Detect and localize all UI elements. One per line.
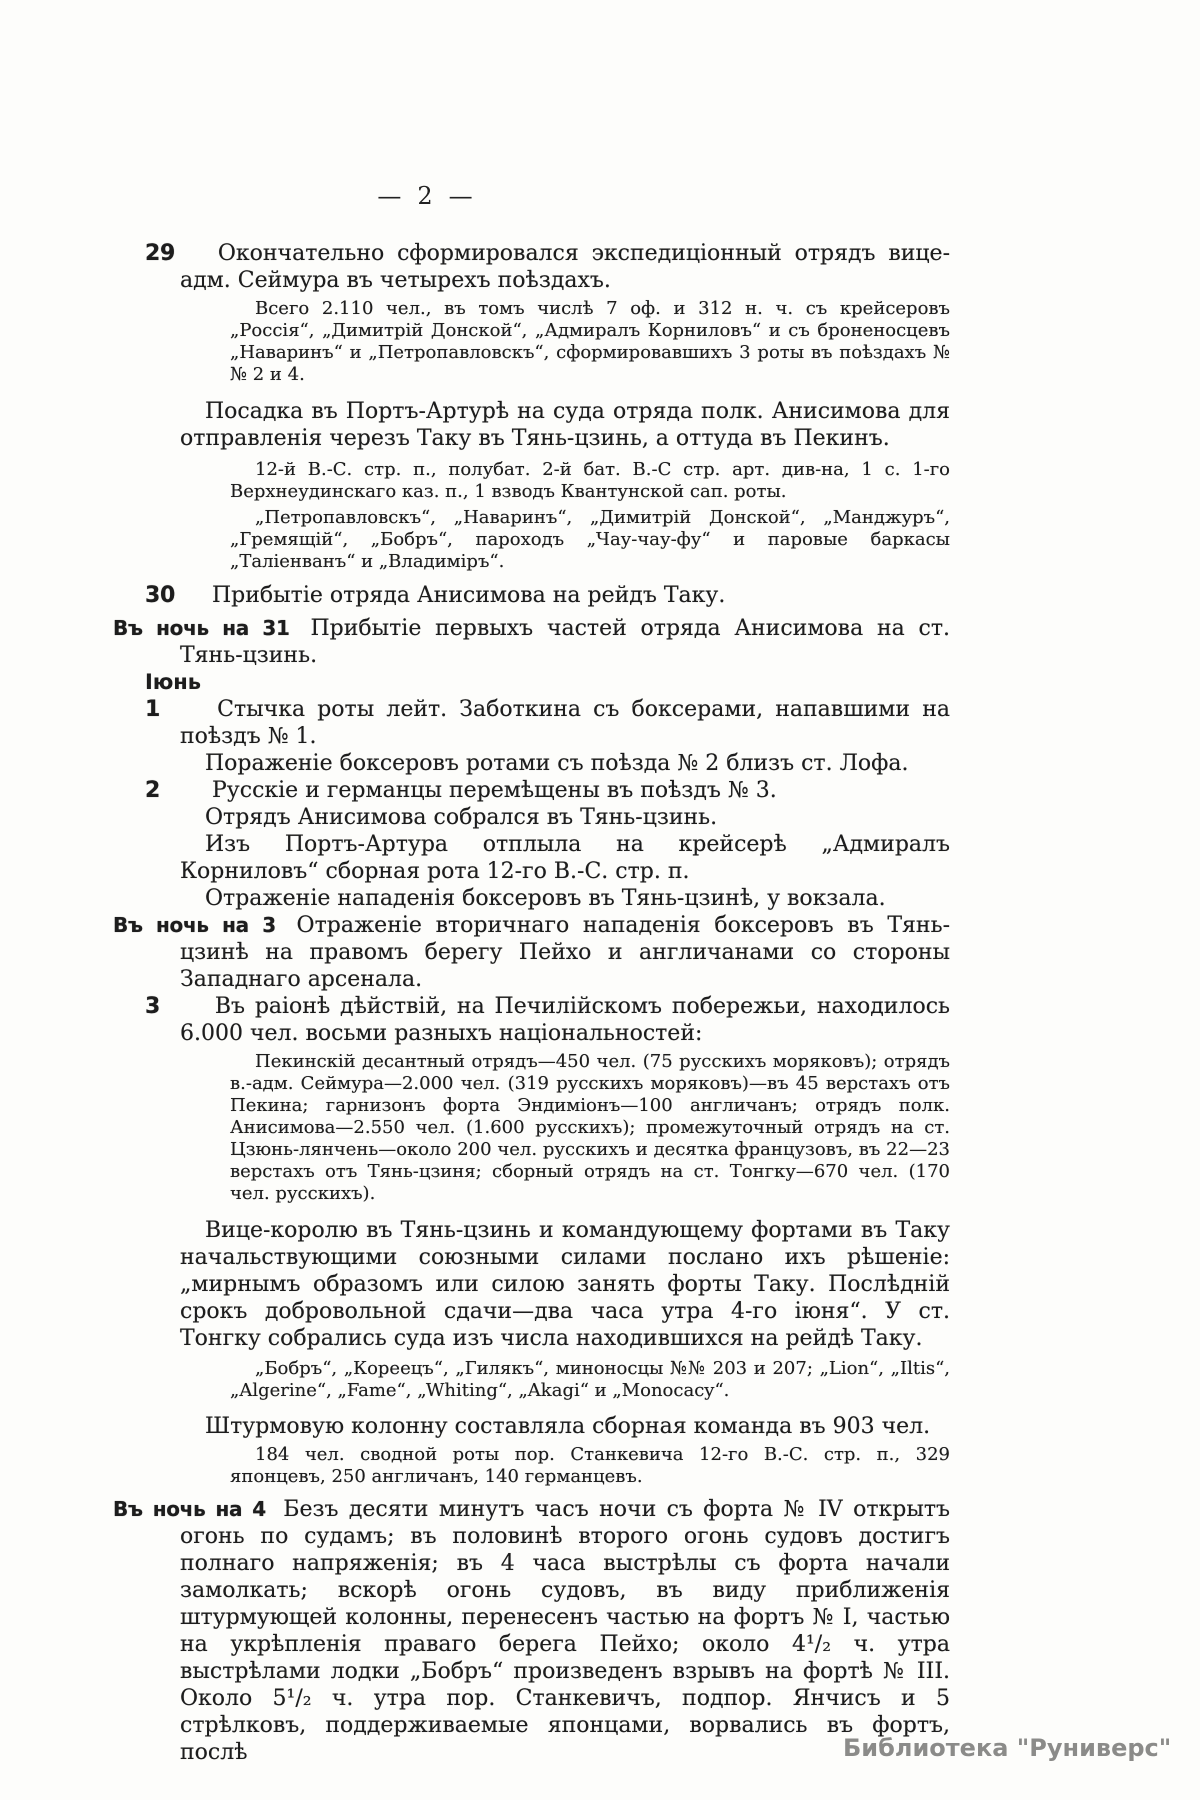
fine-print-paragraph [230, 1051, 950, 1205]
entry-paragraph [180, 804, 950, 831]
paragraph-text: Отраженіе вторичнаго нападенія боксеровъ въ Тянь-цзинѣ на правомъ берегу Пейхо и англичанами со стороны Западнаго арсенала. [180, 913, 951, 992]
entry-paragraph [180, 831, 950, 885]
month-label-text: Іюнь [145, 670, 202, 694]
date-label: Въ ночь на 3 [113, 913, 276, 937]
paragraph-text: Всего 2.110 чел., въ томъ числѣ 7 оф. и 312 н. ч. съ крейсеровъ „Россія“, „Димитрій Донской“, „Адмиралъ Корниловъ“ и съ броненосцевъ „Наваринъ“ и „Петропавловскъ“, сформировавшихъ 3 роты въ поѣздахъ №№ 2 и 4. [230, 298, 950, 385]
date-label: Въ ночь на 4 [113, 1497, 266, 1521]
date-label: 30 [145, 583, 176, 608]
entry-paragraph [145, 582, 950, 609]
library-watermark: Библиотека "Руниверс" [843, 1734, 1172, 1762]
paragraph-text: „Бобръ“, „Кореецъ“, „Гилякъ“, миноносцы №№ 203 и 207; „Lion“, „Iltis“, „Algerine“, „Fame“, „Whiting“, „Akagi“ и „Monocacy“. [230, 1358, 950, 1401]
header-dash-left: — [377, 182, 402, 210]
date-label: 29 [145, 241, 176, 266]
entry-paragraph [145, 240, 951, 294]
page-number: 2 [417, 182, 433, 210]
entry-paragraph [180, 885, 950, 912]
paragraph-text: 12-й В.-С. стр. п., полубат. 2-й бат. В.-С стр. арт. див-на, 1 с. 1-го Верхнеудинскаго каз. п., 1 взводъ Квантунской сап. роты. [230, 459, 950, 502]
paragraph-text: Пекинскій десантный отрядъ—450 чел. (75 русскихъ моряковъ); отрядъ в.-адм. Сеймура—2.000 чел. (319 русскихъ моряковъ)—въ 45 верстахъ отъ Пекина; гарнизонъ форта Эндиміонъ—100 англичанъ; отрядъ полк. Анисимова—2.550 чел. (1.600 русскихъ); промежуточный отрядъ на ст. Цзюнь-лянчень—около 200 чел. русскихъ и десятка французовъ, въ 22—23 верстахъ отъ Тянь-цзиня; сборный отрядъ на ст. Тонгку—670 чел. (170 чел. русскихъ). [230, 1051, 950, 1204]
date-label: 2 [145, 778, 161, 803]
paragraph-text: Русскіе и германцы перемѣщены въ поѣздъ № 3. [212, 778, 777, 803]
fine-print-paragraph [230, 459, 950, 503]
entry-paragraph [145, 777, 950, 804]
fine-print-paragraph [230, 1444, 950, 1488]
page-header [345, 182, 505, 210]
paragraph-text: Отраженіе нападенія боксеровъ въ Тянь-цзинѣ, у вокзала. [205, 886, 886, 911]
date-label: Въ ночь на 31 [113, 616, 290, 640]
paragraph-text: Прибытіе отряда Анисимова на рейдъ Таку. [212, 583, 726, 608]
date-label: 1 [145, 697, 161, 722]
paragraph-text: Въ раіонѣ дѣйствій, на Печилійскомъ побережьи, находилось 6.000 чел. восьми разныхъ національностей: [180, 994, 950, 1046]
entry-paragraph [180, 1217, 950, 1352]
entry-paragraph [180, 1413, 950, 1440]
header-dash-right: — [448, 182, 473, 210]
paragraph-text: 184 чел. сводной роты пор. Станкевича 12-го В.-С. стр. п., 329 японцевъ, 250 англичанъ, 140 германцевъ. [230, 1444, 950, 1487]
date-label: 3 [145, 994, 161, 1019]
paragraph-text: Посадка въ Портъ-Артурѣ на суда отряда полк. Анисимова для отправленія черезъ Таку въ Тянь-цзинь, а оттуда въ Пекинъ. [180, 399, 950, 451]
paragraph-text: Изъ Портъ-Артура отплыла на крейсерѣ „Адмиралъ Корниловъ“ сборная рота 12-го В.-С. стр. п. [180, 832, 950, 884]
entry-paragraph [145, 993, 950, 1047]
entry-paragraph [145, 696, 950, 750]
fine-print-paragraph [230, 1358, 950, 1402]
paragraph-text: Стычка роты лейт. Заботкина съ боксерами, напавшими на поѣздъ № 1. [180, 697, 950, 749]
paragraph-text: Штурмовую колонну составляла сборная команда въ 903 чел. [205, 1414, 931, 1439]
fine-print-paragraph [230, 507, 950, 573]
fine-print-paragraph [230, 298, 950, 386]
paragraph-text: Прибытіе первыхъ частей отряда Анисимова на ст. Тянь-цзинь. [180, 616, 950, 668]
entry-paragraph [113, 912, 951, 993]
paragraph-text: Вице-королю въ Тянь-цзинь и командующему фортами въ Таку начальствующими союзными силами послано ихъ рѣшеніе: „мирнымъ образомъ или силою занять форты Таку. Послѣдній срокъ добровольной сдачи—два часа утра 4-го іюня“. У ст. Тонгку собрались суда изъ числа находившихся на рейдѣ Таку. [180, 1218, 950, 1351]
entry-paragraph [180, 398, 950, 452]
entry-paragraph [113, 1496, 950, 1766]
paragraph-text: „Петропавловскъ“, „Наваринъ“, „Димитрій Донской“, „Манджуръ“, „Гремящій“, „Бобръ“, пароходъ „Чау-чау-фу“ и паровые баркасы „Таліенванъ“ и „Владиміръ“. [230, 507, 950, 572]
text-column [113, 240, 951, 1766]
paragraph-text: Отрядъ Анисимова собрался въ Тянь-цзинь. [205, 805, 718, 830]
entry-paragraph [113, 615, 950, 669]
paragraph-text: Пораженіе боксеровъ ротами съ поѣзда № 2 близъ ст. Лофа. [205, 751, 909, 776]
paragraph-text: Окончательно сформировался экспедиціонный отрядъ вице-адм. Сеймура въ четырехъ поѣздахъ. [180, 241, 951, 293]
month-heading [145, 669, 950, 696]
paragraph-text: Безъ десяти минутъ часъ ночи съ форта № IV открытъ огонь по судамъ; въ половинѣ второго огонь судовъ достигъ полнаго напряженія; въ 4 часа выстрѣлы съ форта начали замолкать; вскорѣ огонь судовъ, въ виду приближенія штурмующей колонны, перенесенъ частью на фортъ № I, частью на укрѣпленія праваго берега Пейхо; около 4¹/₂ ч. утра выстрѣлами лодки „Бобръ“ произведенъ взрывъ на фортѣ № III. Около 5¹/₂ ч. утра пор. Станкевичъ, подпор. Янчисъ и 5 стрѣлковъ, поддерживаемые японцами, ворвались въ фортъ, послѣ [180, 1497, 950, 1765]
entry-paragraph [180, 750, 950, 777]
